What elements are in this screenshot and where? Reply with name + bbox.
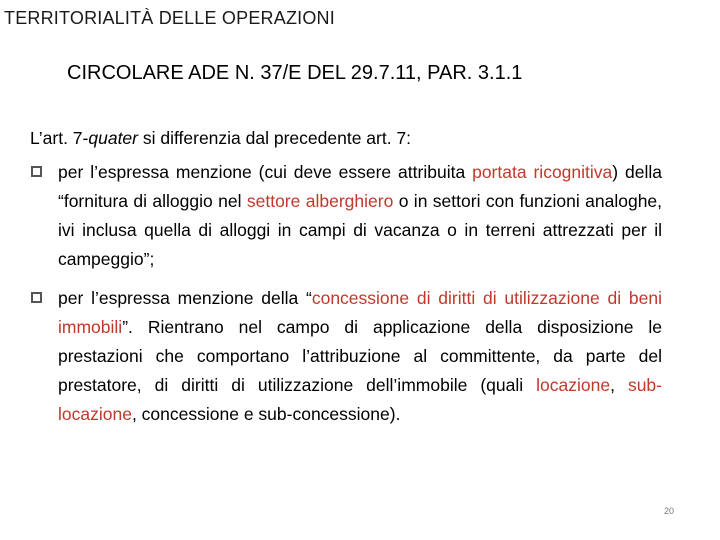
- slide-header: TERRITORIALITÀ DELLE OPERAZIONI: [4, 8, 335, 28]
- slide-body: [30, 124, 662, 439]
- bullet2-highlight-3: sub-locazione: [58, 375, 662, 424]
- bullet2-text-1: per l’espressa menzione della “: [58, 288, 312, 308]
- intro-text-before: L’art. 7-: [30, 128, 89, 148]
- bullet1-text-1: per l’espressa menzione (cui deve essere attribuita: [58, 162, 473, 182]
- slide-subtitle: CIRCOLARE ADE N. 37/E DEL 29.7.11, PAR. 3.1.1: [67, 62, 523, 84]
- bullet1-text-3: o in settori con funzioni analoghe, ivi inclusa quella di alloggi in campi di vacanza o in terreni attrezzati per il campeggio”;: [58, 191, 663, 269]
- checkbox-bullet-icon: [31, 292, 42, 303]
- intro-italic-term: quater: [88, 128, 138, 148]
- bullet1-highlight-2: settore alberghiero: [246, 191, 394, 211]
- bullet2-highlight-1: concessione di diritti di utilizzazione di beni immobili: [58, 288, 662, 337]
- bullet2-text-4: , concessione e sub-concessione).: [131, 404, 401, 424]
- bullet2-highlight-2: locazione: [536, 375, 611, 395]
- checkbox-bullet-icon: [31, 166, 42, 177]
- bullet2-text-2: ”. Rientrano nel campo di applicazione della disposizione le prestazioni che comportano l’attribuzione al committente, da parte del prestatore, di diritti di utilizzazione dell’immobile (quali: [58, 317, 662, 395]
- intro-text-after: si differenzia dal precedente art. 7:: [138, 128, 412, 148]
- bullet-item-2: [30, 284, 662, 429]
- page-number: 20: [664, 506, 675, 516]
- bullet1-text-2: ) della “fornitura di alloggio nel: [58, 162, 662, 211]
- intro-paragraph: [30, 124, 662, 153]
- bullet2-text-3: ,: [610, 375, 628, 395]
- bullet-item-1: [30, 158, 662, 274]
- bullet1-highlight-1: portata ricognitiva: [472, 162, 613, 182]
